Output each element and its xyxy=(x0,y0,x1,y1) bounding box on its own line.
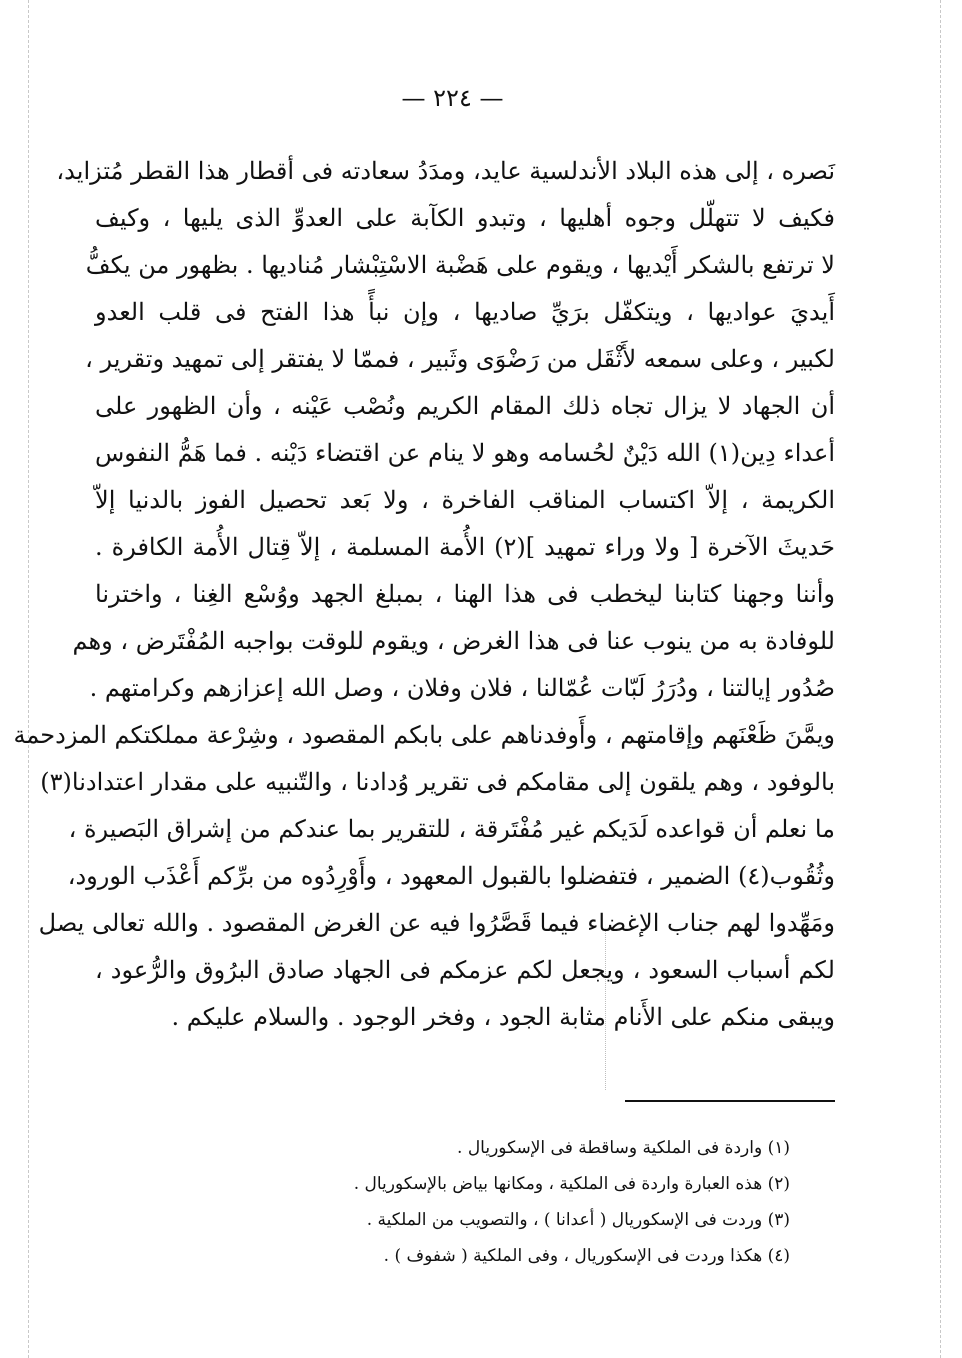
text-line: الكريمة ، إلاّ اكتساب المناقب الفاخرة ، ولا بَعد تحصيل الفوز بالدنيا إلاّ xyxy=(95,486,835,514)
footnote: (٢) هذه العبارة واردة فى الملكية ، ومكانها بياض بالإسكوريال . xyxy=(353,1174,790,1194)
text-line: أن الجهاد لا يزال تجاه ذلك المقام الكريم ونُصْب عَيْنه ، وأن الظهور على xyxy=(95,392,835,420)
footnotes xyxy=(250,1130,790,1274)
text-line: نَصره ، إلى هذه البلاد الأندلسية عايد، ومدَدُ سعادته فى أقطار هذا القطر مُتزايد، xyxy=(56,157,835,185)
text-line: صُدُور إيالتنا ، ودُرَرُ لَبّات عُمّالنا ، فلان وفلان ، وصل الله إعزازهم وكرامتهم . xyxy=(89,674,835,702)
text-line: ويمَّنَ ظَعْنَهم وإقامتهم ، وأَوفدناهم على بابكم المقصود ، وشِرْعة مملكتكم المزدحمة xyxy=(13,721,835,749)
text-line: بالوفود ، وهم يلقون إلى مقامكم فى تقرير وُدادنا ، والتّنبيه على مقدار اعتدادنا(٣) xyxy=(40,768,835,796)
text-line: ما نعلم أن قواعده لَدَيكم غير مُفْتَرقة ، للتقرير بما عندكم من إشراق البَصيرة ، xyxy=(68,815,835,843)
body-text xyxy=(13,148,836,1041)
footnote: (٤) هكذا وردت فى الإسكوريال ، وفى الملكية ( شفوف ) . xyxy=(383,1246,790,1266)
footnote: (٣) وردت فى الإسكوريال ( أعدانا ) ، والتصويب من الملكية . xyxy=(366,1210,790,1230)
text-line: لا ترتفع بالشكر أَيْديها ، ويقوم على هَضْبة الاسْتِبْشار مُناديها . بظهور من يكفُّ xyxy=(85,251,835,279)
text-line: أَيديَ عواديها ، ويتكفّل برَيِّ صاديها ، وإن نبأً هذا الفتح فى قلب العدو xyxy=(95,298,835,326)
text-line: فكيف لا تتهلّل وجوه أهليها ، وتبدو الكآبة على العدوِّ الذى يليها ، وكيف xyxy=(95,204,835,232)
text-line: لكبير ، وعلى سمعه لأَثْقَل من رَضْوَى وثَبير ، فممّا لا يفتقر إلى تمهيد وتقرير ، xyxy=(85,345,835,373)
page-number: — ٢٢٤ — xyxy=(401,84,504,112)
text-line: أعداء دِين(١) الله دَيْنٌ لحُسامه وهو لا ينام عن اقتضاء دَيْنه . فما هَمُّ النفوس xyxy=(95,439,836,467)
footnote: (١) واردة فى الملكية وساقطة فى الإسكوريال . xyxy=(457,1138,790,1158)
text-line: وثُقُوب(٤) الضمير ، فتفضلوا بالقبول المعهود ، وأَوْرِدُوه من برِّكم أَعْذَب الورود، xyxy=(67,862,835,890)
footnote-divider xyxy=(625,1100,835,1102)
text-line: لكم أسباب السعود ، ويجعل لكم عزمكم فى الجهاد صادق البرُوق والرُّعود ، xyxy=(95,956,835,984)
text-line: وأننا وجهنا كتابنا ليخطب فى هذا الهنا ، بمبلغ الجهد ووُسْع الغِنا ، واخترنا xyxy=(95,580,835,608)
text-line: للوفادة به من ينوب عنا فى هذا الغرض ، ويقوم للوقت بواجبه المُفْتَرض ، وهم xyxy=(72,627,835,655)
text-line: ومَهِّدوا لهم جناب الإغضاء فيما قَصَّرُوا فيه عن الغرض المقصود . والله تعالى يصل xyxy=(38,909,835,937)
scan-edge-left xyxy=(28,0,29,1358)
scan-edge-right xyxy=(940,0,941,1358)
text-line: ويبقى منكم على الأَنام مثابة الجود ، وفخر الوجود . والسلام عليكم . xyxy=(171,1003,835,1031)
text-line: حَديثَ الآخرة [ ولا وراء تمهيد ](٢) الأُمة المسلمة ، إلاّ قِتال الأُمة الكافرة . xyxy=(95,533,835,561)
